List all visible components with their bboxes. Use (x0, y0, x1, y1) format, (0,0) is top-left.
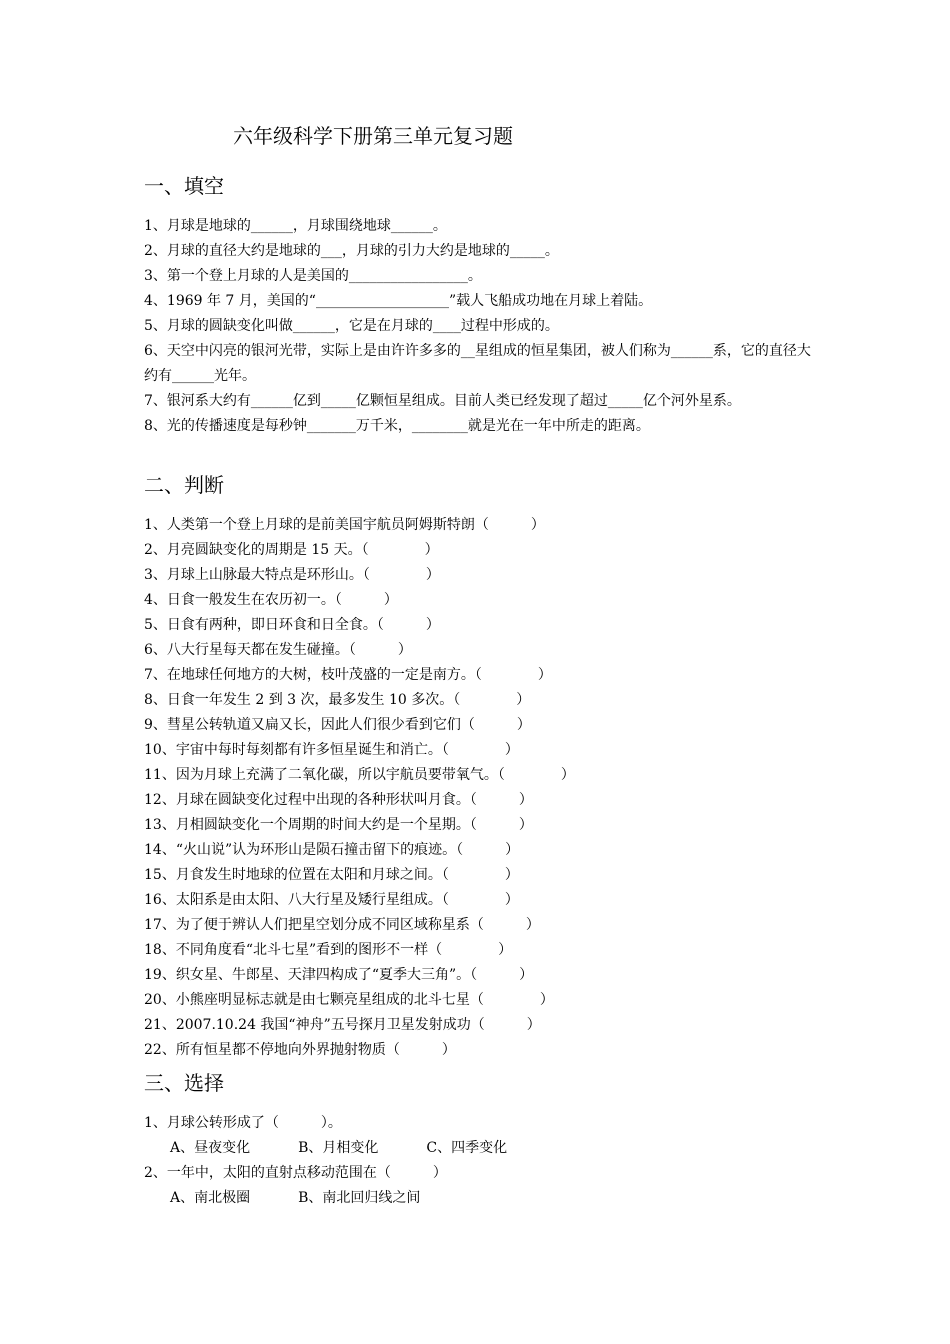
judge-question: 18、不同角度看“北斗七星”看到的图形不一样（ ） (144, 942, 513, 958)
fill-question: 7、银河系大约有______亿到_____亿颗恒星组成。目前人类已经发现了超过_____亿个河外星系。 (144, 393, 741, 409)
fill-question: 2、月球的直径大约是地球的___，月球的引力大约是地球的_____。 (144, 243, 559, 259)
choice-question-stem: 2、一年中，太阳的直射点移动范围在（ ） (144, 1165, 447, 1181)
fill-question-list (144, 214, 814, 439)
judge-question: 8、日食一年发生 2 到 3 次，最多发生 10 多次。（ ） (144, 692, 531, 708)
judge-question: 12、月球在圆缺变化过程中出现的各种形状叫月食。（ ） (144, 792, 533, 808)
judge-question-list (144, 513, 814, 1063)
judge-question: 7、在地球任何地方的大树，枝叶茂盛的一定是南方。（ ） (144, 667, 552, 683)
judge-question: 4、日食一般发生在农历初一。（ ） (144, 592, 398, 608)
fill-question: 4、1969 年 7 月，美国的“___________________”载人飞船成功地在月球上着陆。 (144, 293, 653, 309)
fill-question: 3、第一个登上月球的人是美国的_________________。 (144, 268, 482, 284)
judge-question: 5、日食有两种，即日环食和日全食。（ ） (144, 617, 440, 633)
section-heading-choice: 三、选择 (144, 1071, 224, 1095)
judge-question: 15、月食发生时地球的位置在太阳和月球之间。（ ） (144, 867, 519, 883)
judge-question: 1、人类第一个登上月球的是前美国宇航员阿姆斯特朗（ ） (144, 517, 545, 533)
judge-question: 10、宇宙中每时每刻都有许多恒星诞生和消亡。（ ） (144, 742, 519, 758)
section-heading-fill: 一、填空 (144, 174, 224, 198)
fill-question: 8、光的传播速度是每秒钟_______万千米，________就是光在一年中所走的距离。 (144, 418, 650, 434)
fill-question: 1、月球是地球的______，月球围绕地球______。 (144, 218, 447, 234)
choice-option: B、月相变化 (298, 1140, 379, 1156)
judge-question: 9、彗星公转轨道又扁又长，因此人们很少看到它们（ ） (144, 717, 531, 733)
section-heading-judge: 二、判断 (144, 473, 224, 497)
judge-question: 6、八大行星每天都在发生碰撞。（ ） (144, 642, 412, 658)
judge-question: 22、所有恒星都不停地向外界抛射物质（ ） (144, 1042, 456, 1058)
judge-question: 14、“火山说”认为环形山是陨石撞击留下的痕迹。（ ） (144, 842, 520, 858)
choice-question-list (144, 1111, 814, 1211)
judge-question: 21、2007.10.24 我国“神舟”五号探月卫星发射成功（ ） (144, 1017, 541, 1033)
choice-option: C、四季变化 (426, 1140, 508, 1156)
choice-option: A、昼夜变化 (170, 1140, 251, 1156)
fill-question: 5、月球的圆缺变化叫做______，它是在月球的____过程中形成的。 (144, 318, 559, 334)
choice-options (144, 1136, 814, 1161)
judge-question: 17、为了便于辨认人们把星空划分成不同区域称星系（ ） (144, 917, 540, 933)
choice-question-stem: 1、月球公转形成了（ ）。 (144, 1115, 342, 1131)
judge-question: 16、太阳系是由太阳、八大行星及矮行星组成。（ ） (144, 892, 519, 908)
judge-question: 19、织女星、牛郎星、天津四构成了“夏季大三角”。（ ） (144, 967, 534, 983)
judge-question: 13、月相圆缺变化一个周期的时间大约是一个星期。（ ） (144, 817, 533, 833)
choice-option: A、南北极圈 (170, 1190, 251, 1206)
judge-question: 20、小熊座明显标志就是由七颗亮星组成的北斗七星（ ） (144, 992, 554, 1008)
page-title: 六年级科学下册第三单元复习题 (233, 124, 513, 148)
judge-question: 3、月球上山脉最大特点是环形山。（ ） (144, 567, 440, 583)
fill-question: 6、天空中闪亮的银河光带，实际上是由许许多多的__星组成的恒星集团，被人们称为______系，它的直径大约有______光年。 (144, 343, 811, 384)
choice-option: B、南北回归线之间 (298, 1190, 421, 1206)
judge-question: 11、因为月球上充满了二氧化碳，所以宇航员要带氧气。（ ） (144, 767, 575, 783)
judge-question: 2、月亮圆缺变化的周期是 15 天。（ ） (144, 542, 439, 558)
choice-options (144, 1186, 814, 1211)
